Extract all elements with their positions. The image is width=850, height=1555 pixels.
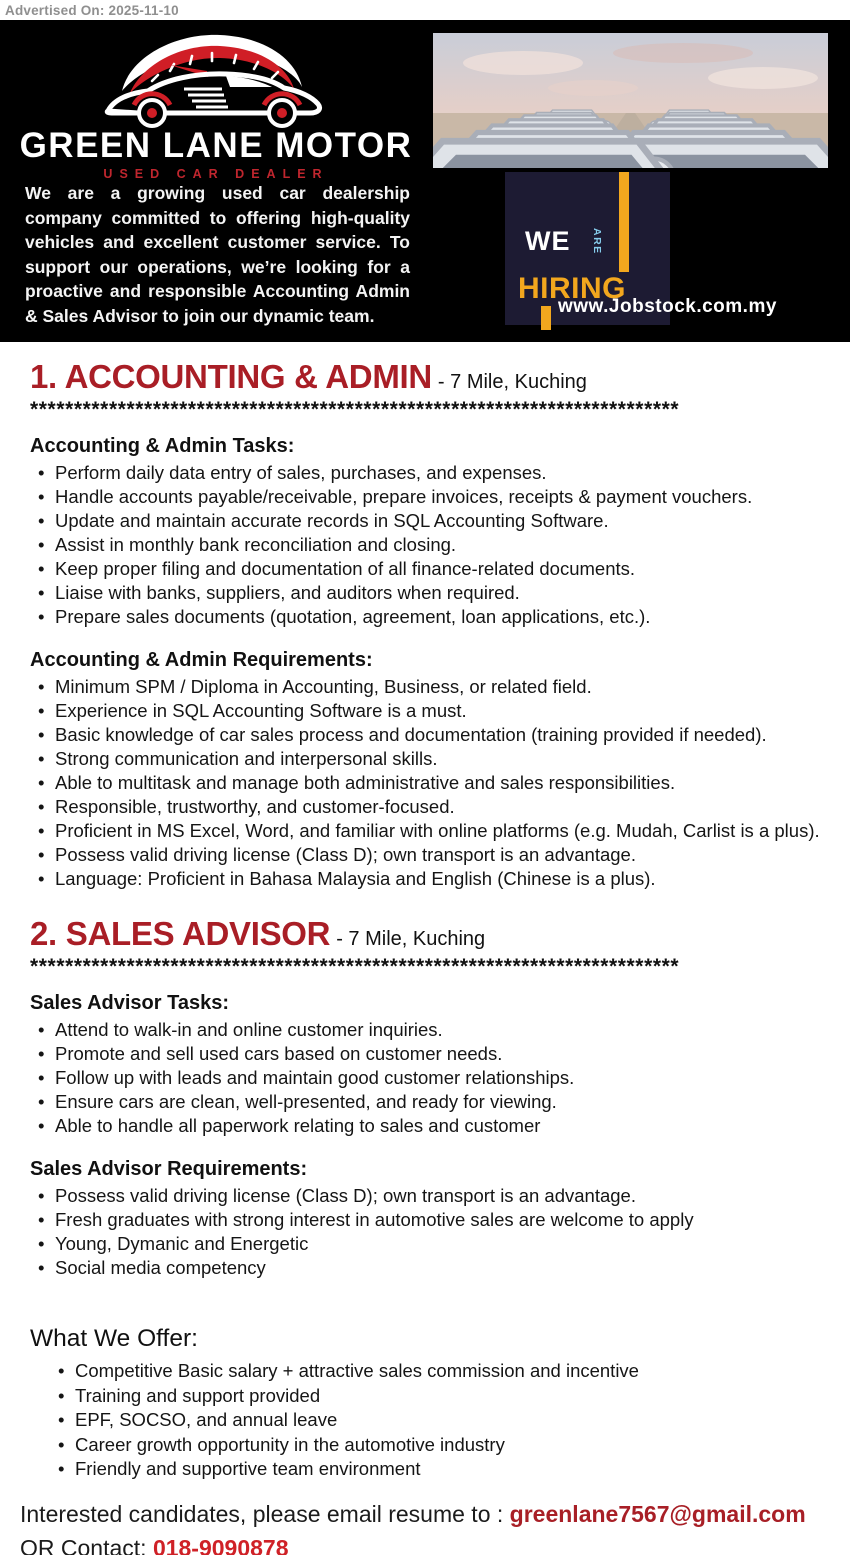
bullet-item: • Able to handle all paperwork relating to sales and customer xyxy=(30,1114,820,1138)
job-title-row xyxy=(30,915,820,958)
job-section-accounting-admin xyxy=(30,358,820,891)
poster-header xyxy=(0,20,850,342)
car-lot-photo xyxy=(433,33,828,168)
bullet-item: • Assist in monthly bank reconciliation and closing. xyxy=(30,533,820,557)
asterisk-divider: ************************************************************************** xyxy=(30,401,680,421)
tasks-list xyxy=(30,461,820,629)
company-name: GREEN LANE MOTOR xyxy=(19,126,413,165)
bullet-item: • EPF, SOCSO, and annual leave xyxy=(50,1408,820,1433)
bullet-item: • Experience in SQL Accounting Software is a must. xyxy=(30,699,820,723)
bullet-item: • Proficient in MS Excel, Word, and familiar with online platforms (e.g. Mudah, Carlist is a plus). xyxy=(30,819,820,843)
bullet-item: • Possess valid driving license (Class D); own transport is an advantage. xyxy=(30,1184,820,1208)
jobstock-website-link[interactable]: www.Jobstock.com.my xyxy=(558,296,777,317)
what-we-offer-section xyxy=(30,1324,820,1482)
tasks-list xyxy=(30,1018,820,1138)
email-line xyxy=(20,1499,850,1529)
bullet-item: • Able to multitask and manage both administrative and sales responsibilities. xyxy=(30,771,820,795)
asterisk-divider: ************************************************************************** xyxy=(30,958,680,978)
hiring-word-text: HIRING xyxy=(518,272,626,305)
bullet-item: • Social media competency xyxy=(30,1256,820,1280)
contact-phone-link[interactable]: 018-9090878 xyxy=(152,1534,289,1555)
bullet-item: • Fresh graduates with strong interest in automotive sales are welcome to apply xyxy=(30,1208,820,1232)
bullet-item: • Minimum SPM / Diploma in Accounting, Business, or related field. xyxy=(30,675,820,699)
requirements-list xyxy=(30,1184,820,1280)
bullet-item: • Basic knowledge of car sales process and documentation (training provided if needed). xyxy=(30,723,820,747)
hiring-we-text: WE xyxy=(525,226,571,256)
bullet-item: • Attend to walk-in and online customer inquiries. xyxy=(30,1018,820,1042)
bullet-item: • Perform daily data entry of sales, purchases, and expenses. xyxy=(30,461,820,485)
bullet-item: • Ensure cars are clean, well-presented, and ready for viewing. xyxy=(30,1090,820,1114)
bullet-item: • Responsible, trustworthy, and customer-focused. xyxy=(30,795,820,819)
job-location: - 7 Mile, Kuching xyxy=(437,371,587,393)
bullet-item: • Strong communication and interpersonal skills. xyxy=(30,747,820,771)
company-intro-text: We are a growing used car dealership company committed to offering high-quality vehicles and excellent customer service. To support our operations, we’re looking for a proactive and responsible Accounting Admin & Sales Advisor to join our dynamic team. xyxy=(25,183,410,326)
job-title: 2. SALES ADVISOR xyxy=(30,915,331,952)
job-section-sales-advisor xyxy=(30,915,820,1280)
bullet-item: • Friendly and supportive team environment xyxy=(50,1457,820,1482)
hiring-are-text: ARE xyxy=(591,228,603,255)
contact-section xyxy=(0,1499,850,1555)
job-title: 1. ACCOUNTING & ADMIN xyxy=(30,358,432,395)
bullet-item: • Handle accounts payable/receivable, prepare invoices, receipts & payment vouchers. xyxy=(30,485,820,509)
offer-heading: What We Offer: xyxy=(30,1325,198,1352)
bullet-item: • Possess valid driving license (Class D); own transport is an advantage. xyxy=(30,843,820,867)
bullet-item: • Career growth opportunity in the automotive industry xyxy=(50,1433,820,1458)
requirements-list xyxy=(30,675,820,891)
company-tagline: USED CAR DEALER xyxy=(103,167,329,181)
job-location: - 7 Mile, Kuching xyxy=(336,928,486,950)
requirements-heading: Accounting & Admin Requirements: xyxy=(30,649,373,671)
phone-line xyxy=(20,1533,850,1555)
tasks-heading: Accounting & Admin Tasks: xyxy=(30,435,295,457)
bullet-item: • Keep proper filing and documentation of all finance-related documents. xyxy=(30,557,820,581)
bullet-item: • Follow up with leads and maintain good customer relationships. xyxy=(30,1066,820,1090)
advertised-on-date: Advertised On: 2025-11-10 xyxy=(5,3,179,18)
bullet-item: • Update and maintain accurate records in SQL Accounting Software. xyxy=(30,509,820,533)
contact-email-link[interactable]: greenlane7567@gmail.com xyxy=(509,1500,806,1527)
bullet-item: • Prepare sales documents (quotation, agreement, loan applications, etc.). xyxy=(30,605,820,629)
job-listings xyxy=(0,358,850,1482)
speedometer-car-logo-icon xyxy=(100,28,330,130)
bullet-item: • Language: Proficient in Bahasa Malaysia and English (Chinese is a plus). xyxy=(30,867,820,891)
hiring-exclamation-bar-icon xyxy=(619,172,629,272)
job-title-row xyxy=(30,358,820,401)
phone-prefix: OR Contact: xyxy=(20,1534,153,1555)
bullet-item: • Young, Dymanic and Energetic xyxy=(30,1232,820,1256)
bullet-item: • Competitive Basic salary + attractive sales commission and incentive xyxy=(50,1359,820,1384)
bullet-item: • Liaise with banks, suppliers, and auditors when required. xyxy=(30,581,820,605)
requirements-heading: Sales Advisor Requirements: xyxy=(30,1158,308,1180)
bullet-item: • Training and support provided xyxy=(50,1384,820,1409)
bullet-item: • Promote and sell used cars based on customer needs. xyxy=(30,1042,820,1066)
hiring-stem-bar-icon xyxy=(541,306,551,330)
offer-list xyxy=(50,1359,820,1482)
email-prefix: Interested candidates, please email resume to : xyxy=(20,1500,510,1527)
tasks-heading: Sales Advisor Tasks: xyxy=(30,992,229,1014)
